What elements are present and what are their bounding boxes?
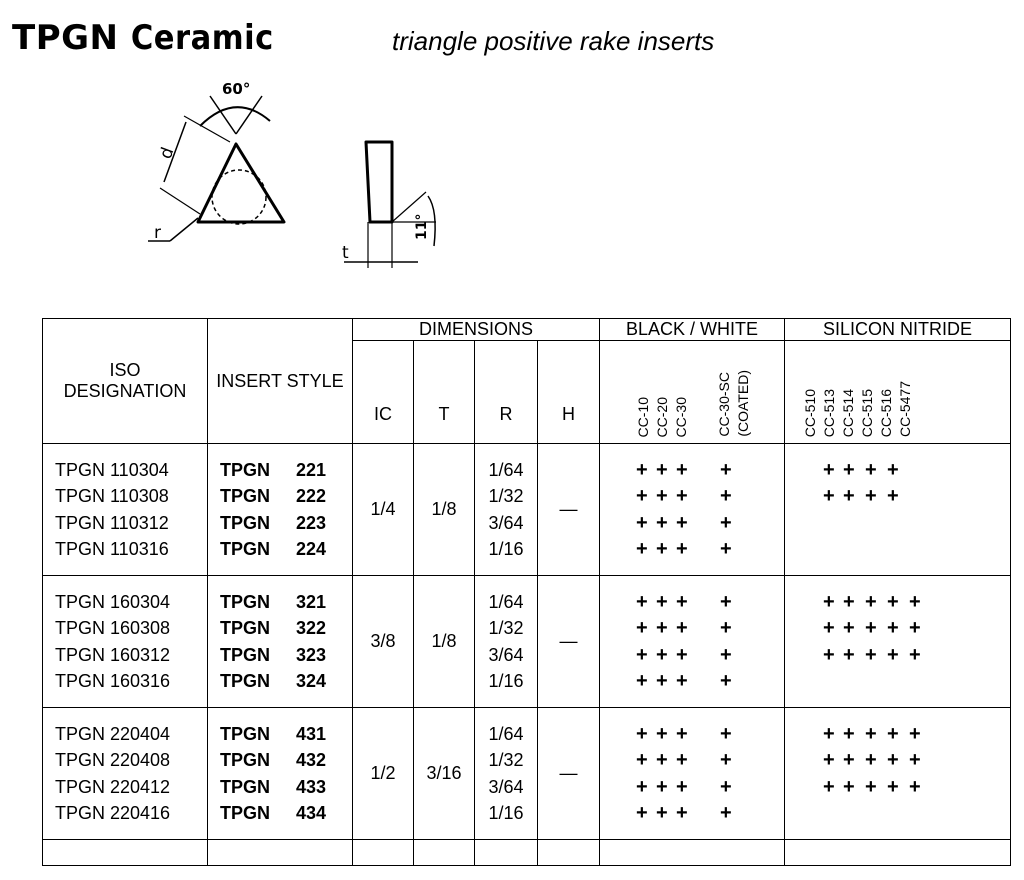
available-mark: + — [823, 590, 835, 613]
bw-availability-row — [600, 668, 784, 695]
bw-grades-header — [600, 341, 785, 444]
dimensions-header: DIMENSIONS — [353, 319, 600, 341]
radius-value: 1/32 — [488, 618, 524, 638]
bw-cell — [600, 708, 785, 840]
grade-cc514: CC-514 — [840, 388, 857, 437]
available-mark: + — [843, 590, 855, 613]
available-mark: + — [823, 617, 835, 639]
available-mark: + — [720, 749, 732, 771]
iso-designation: TPGN 220408 — [55, 750, 171, 770]
insert-style — [220, 668, 352, 695]
style-number: 432 — [295, 750, 327, 770]
sn-availability-row — [785, 615, 1010, 642]
iso-designation: TPGN 160304 — [55, 591, 171, 612]
style-prefix: TPGN — [220, 512, 271, 533]
available-mark: + — [909, 722, 921, 745]
empty-cell — [475, 840, 538, 866]
available-mark: + — [676, 670, 688, 692]
style-prefix: TPGN — [220, 803, 271, 823]
available-mark: + — [720, 458, 732, 481]
available-mark: + — [865, 485, 877, 507]
available-mark: + — [656, 670, 668, 692]
sn-availability-row — [785, 800, 1010, 827]
grade-cc10: CC-10 — [635, 396, 652, 437]
available-mark: + — [720, 485, 732, 507]
style-number: 434 — [295, 803, 327, 823]
available-mark: + — [909, 643, 921, 666]
available-mark: + — [636, 670, 648, 692]
available-mark: + — [656, 722, 668, 745]
grade-cc20: CC-20 — [654, 396, 671, 437]
radius-value: 1/64 — [488, 591, 524, 612]
insert-style — [220, 800, 352, 827]
available-mark: + — [656, 643, 668, 666]
available-mark: + — [887, 458, 899, 481]
available-mark: + — [720, 775, 732, 798]
available-mark: + — [656, 590, 668, 613]
available-mark: + — [720, 617, 732, 639]
sn-availability-row — [785, 747, 1010, 774]
bw-cell — [600, 576, 785, 708]
radius-value: 3/64 — [488, 512, 524, 533]
sn-cell — [785, 708, 1011, 840]
insert-style — [220, 510, 352, 537]
r-cell — [475, 708, 538, 840]
bw-availability-row — [600, 747, 784, 774]
table-row-group — [43, 708, 1011, 840]
style-prefix: TPGN — [220, 644, 271, 665]
available-mark: + — [676, 538, 688, 560]
style-number: 223 — [295, 512, 327, 533]
iso-cell — [43, 444, 208, 576]
page-subtitle: triangle positive rake inserts — [392, 26, 715, 56]
triangle-insert-drawing — [140, 76, 310, 276]
empty-cell — [414, 840, 475, 866]
style-cell — [208, 708, 353, 840]
iso-designation: TPGN 220412 — [55, 776, 171, 797]
available-mark: + — [676, 643, 688, 666]
grade-cc513: CC-513 — [821, 388, 838, 437]
h-cell: — — [538, 708, 600, 840]
iso-designation: TPGN 220404 — [55, 723, 171, 744]
insert-style — [220, 721, 352, 748]
r-cell — [475, 444, 538, 576]
bw-availability-row — [600, 510, 784, 537]
available-mark: + — [656, 538, 668, 560]
insert-style — [220, 457, 352, 484]
grade-cc515: CC-515 — [859, 388, 876, 437]
available-mark: + — [720, 590, 732, 613]
available-mark: + — [887, 485, 899, 507]
style-cell — [208, 444, 353, 576]
bw-availability-row — [600, 642, 784, 669]
grade-cc5477: CC-5477 — [897, 380, 914, 437]
iso-designation-header: ISO DESIGNATION — [43, 319, 208, 444]
available-mark: + — [656, 485, 668, 507]
table-row-group — [43, 444, 1011, 576]
sn-availability-row — [785, 721, 1010, 748]
available-mark: + — [843, 617, 855, 639]
sn-cell — [785, 444, 1011, 576]
available-mark: + — [636, 749, 648, 771]
bw-availability-row — [600, 483, 784, 510]
style-prefix: TPGN — [220, 776, 271, 797]
t-header: T — [414, 341, 475, 444]
available-mark: + — [636, 538, 648, 560]
silicon-nitride-header: SILICON NITRIDE — [785, 319, 1011, 341]
available-mark: + — [636, 643, 648, 666]
insert-style — [220, 747, 352, 774]
grade-cc516: CC-516 — [878, 388, 895, 437]
available-mark: + — [843, 485, 855, 507]
t-label: t — [342, 243, 349, 263]
insert-style — [220, 536, 352, 563]
available-mark: + — [676, 511, 688, 534]
style-prefix: TPGN — [220, 723, 271, 744]
available-mark: + — [887, 590, 899, 613]
empty-cell — [785, 840, 1011, 866]
style-cell — [208, 576, 353, 708]
t-cell: 3/16 — [414, 708, 475, 840]
available-mark: + — [656, 511, 668, 534]
insert-style — [220, 589, 352, 616]
title-bold: TPGN — [12, 18, 119, 58]
available-mark: + — [865, 643, 877, 666]
sn-grades-header — [785, 341, 1011, 444]
available-mark: + — [636, 775, 648, 798]
available-mark: + — [823, 722, 835, 745]
bw-availability-row — [600, 615, 784, 642]
style-number: 323 — [295, 644, 327, 665]
available-mark: + — [636, 590, 648, 613]
available-mark: + — [720, 643, 732, 666]
title-rest: Ceramic — [130, 18, 274, 58]
available-mark: + — [843, 722, 855, 745]
available-mark: + — [843, 775, 855, 798]
available-mark: + — [676, 617, 688, 639]
available-mark: + — [720, 538, 732, 560]
available-mark: + — [656, 749, 668, 771]
h-header: H — [538, 341, 600, 444]
grade-cc30sc: CC-30-SC — [716, 372, 733, 437]
insert-style-header: INSERT STYLE — [208, 319, 353, 444]
sn-availability-row — [785, 668, 1010, 695]
available-mark: + — [843, 749, 855, 771]
style-prefix: TPGN — [220, 591, 271, 612]
available-mark: + — [823, 643, 835, 666]
sn-availability-row — [785, 483, 1010, 510]
empty-cell — [600, 840, 785, 866]
style-prefix: TPGN — [220, 539, 271, 559]
bw-availability-row — [600, 589, 784, 616]
style-prefix: TPGN — [220, 750, 271, 770]
available-mark: + — [676, 749, 688, 771]
grade-coated: (COATED) — [735, 370, 752, 437]
black-white-header: BLACK / WHITE — [600, 319, 785, 341]
available-mark: + — [843, 458, 855, 481]
available-mark: + — [636, 722, 648, 745]
insert-style — [220, 774, 352, 801]
available-mark: + — [823, 485, 835, 507]
insert-style — [220, 483, 352, 510]
available-mark: + — [720, 670, 732, 692]
iso-designation: TPGN 160316 — [55, 671, 171, 691]
radius-value: 3/64 — [488, 776, 524, 797]
style-prefix: TPGN — [220, 459, 271, 480]
style-number: 431 — [295, 723, 327, 744]
available-mark: + — [865, 749, 877, 771]
angle-label: 60° — [222, 80, 251, 98]
available-mark: + — [676, 590, 688, 613]
sn-availability-row — [785, 642, 1010, 669]
iso-cell — [43, 708, 208, 840]
style-prefix: TPGN — [220, 486, 271, 506]
bw-cell — [600, 444, 785, 576]
grade-cc510: CC-510 — [802, 388, 819, 437]
available-mark: + — [909, 749, 921, 771]
sn-availability-row — [785, 774, 1010, 801]
available-mark: + — [909, 590, 921, 613]
available-mark: + — [887, 643, 899, 666]
available-mark: + — [676, 775, 688, 798]
available-mark: + — [676, 722, 688, 745]
empty-cell — [43, 840, 208, 866]
style-number: 224 — [295, 539, 327, 559]
sn-cell — [785, 576, 1011, 708]
h-cell: — — [538, 576, 600, 708]
available-mark: + — [720, 511, 732, 534]
iso-designation: TPGN 110312 — [55, 512, 169, 533]
available-mark: + — [909, 617, 921, 639]
radius-value: 1/64 — [488, 723, 524, 744]
r-header: R — [475, 341, 538, 444]
radius-value: 1/16 — [488, 671, 524, 691]
ic-header: IC — [353, 341, 414, 444]
bw-availability-row — [600, 800, 784, 827]
available-mark: + — [823, 458, 835, 481]
side-view-drawing — [330, 130, 450, 275]
t-cell: 1/8 — [414, 444, 475, 576]
ic-cell: 1/4 — [353, 444, 414, 576]
radius-value: 1/32 — [488, 486, 524, 506]
radius-value: 1/64 — [488, 459, 524, 480]
sn-availability-row — [785, 510, 1010, 537]
available-mark: + — [656, 617, 668, 639]
available-mark: + — [823, 775, 835, 798]
t-cell: 1/8 — [414, 576, 475, 708]
available-mark: + — [636, 458, 648, 481]
bw-availability-row — [600, 774, 784, 801]
sn-availability-row — [785, 589, 1010, 616]
available-mark: + — [676, 802, 688, 824]
grade-cc30: CC-30 — [673, 396, 690, 437]
bw-availability-row — [600, 457, 784, 484]
d-label: d — [155, 144, 179, 162]
available-mark: + — [887, 722, 899, 745]
radius-value: 1/32 — [488, 750, 524, 770]
style-number: 433 — [295, 776, 327, 797]
available-mark: + — [823, 749, 835, 771]
insert-style — [220, 642, 352, 669]
available-mark: + — [636, 511, 648, 534]
style-prefix: TPGN — [220, 671, 271, 691]
available-mark: + — [887, 749, 899, 771]
ic-cell: 1/2 — [353, 708, 414, 840]
available-mark: + — [656, 775, 668, 798]
available-mark: + — [887, 775, 899, 798]
available-mark: + — [676, 458, 688, 481]
style-number: 322 — [295, 618, 327, 638]
empty-cell — [538, 840, 600, 866]
available-mark: + — [865, 617, 877, 639]
bw-availability-row — [600, 721, 784, 748]
iso-cell — [43, 576, 208, 708]
ic-cell: 3/8 — [353, 576, 414, 708]
available-mark: + — [887, 617, 899, 639]
radius-value: 3/64 — [488, 644, 524, 665]
available-mark: + — [720, 802, 732, 824]
iso-designation: TPGN 110316 — [55, 539, 169, 559]
h-cell: — — [538, 444, 600, 576]
sn-availability-row — [785, 457, 1010, 484]
r-label: r — [154, 223, 161, 243]
insert-style — [220, 615, 352, 642]
available-mark: + — [865, 458, 877, 481]
available-mark: + — [656, 458, 668, 481]
available-mark: + — [720, 722, 732, 745]
style-number: 222 — [295, 486, 327, 506]
radius-value: 1/16 — [488, 803, 524, 823]
page-title — [12, 18, 274, 58]
radius-value: 1/16 — [488, 539, 524, 559]
available-mark: + — [843, 643, 855, 666]
empty-cell — [353, 840, 414, 866]
iso-designation: TPGN 110304 — [55, 459, 169, 480]
style-prefix: TPGN — [220, 618, 271, 638]
iso-designation: TPGN 110308 — [55, 486, 169, 506]
iso-designation: TPGN 220416 — [55, 803, 171, 823]
sn-availability-row — [785, 536, 1010, 563]
iso-designation: TPGN 160312 — [55, 644, 171, 665]
available-mark: + — [636, 802, 648, 824]
available-mark: + — [865, 590, 877, 613]
empty-cell — [208, 840, 353, 866]
iso-designation: TPGN 160308 — [55, 618, 171, 638]
clearance-label: 11° — [414, 213, 430, 240]
table-row-group — [43, 576, 1011, 708]
available-mark: + — [865, 722, 877, 745]
style-number: 324 — [295, 671, 327, 691]
available-mark: + — [676, 485, 688, 507]
style-number: 221 — [295, 459, 327, 480]
specification-table — [42, 318, 1011, 866]
r-cell — [475, 576, 538, 708]
bw-availability-row — [600, 536, 784, 563]
style-number: 321 — [295, 591, 327, 612]
available-mark: + — [636, 485, 648, 507]
available-mark: + — [865, 775, 877, 798]
available-mark: + — [909, 775, 921, 798]
available-mark: + — [636, 617, 648, 639]
available-mark: + — [656, 802, 668, 824]
